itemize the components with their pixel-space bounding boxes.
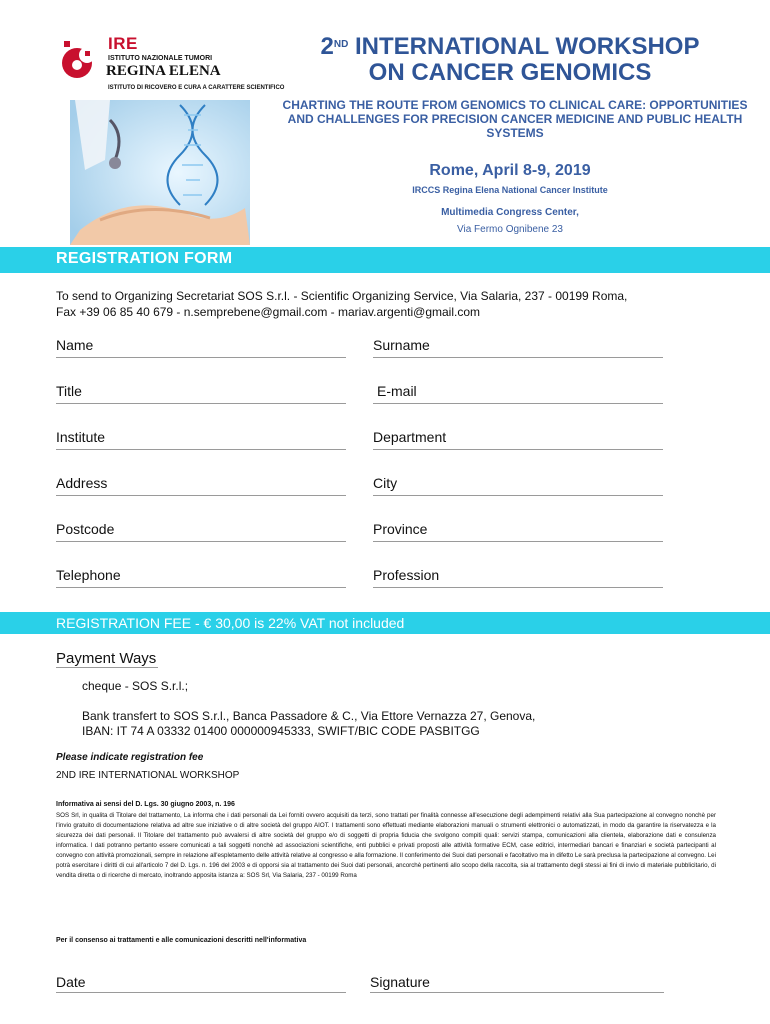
logo-acronym: IRE — [108, 34, 138, 53]
registration-form-bar — [0, 247, 770, 273]
send-line-1: To send to Organizing Secretariat SOS S.r.l. - Scientific Organizing Service, Via Salaria, 237 - 00199 Roma, — [56, 289, 628, 303]
name-field[interactable] — [56, 337, 346, 358]
event-title — [268, 34, 752, 86]
profession-field[interactable] — [373, 567, 663, 588]
dna-hand-image — [70, 100, 250, 245]
registration-fee-bar — [0, 612, 770, 634]
send-line-2: Fax +39 06 85 40 679 - n.semprebene@gmail.com - mariav.argenti@gmail.com — [56, 305, 481, 319]
signature-label: Signature — [370, 974, 430, 990]
logo-name: REGINA ELENA — [106, 63, 221, 79]
city-label: City — [373, 475, 398, 491]
postcode-label: Postcode — [56, 521, 115, 537]
city-field[interactable] — [373, 475, 663, 496]
institute-field[interactable] — [56, 429, 346, 450]
workshop-name: 2ND IRE INTERNATIONAL WORKSHOP — [56, 770, 240, 781]
consent-statement: Per il consenso ai trattamenti e alle comunicazioni descritti nell'informativa — [56, 937, 307, 944]
department-label: Department — [373, 429, 447, 445]
province-label: Province — [373, 521, 428, 537]
department-field[interactable] — [373, 429, 663, 450]
registration-fee-text: REGISTRATION FEE - € 30,00 is 22% VAT not included — [56, 615, 405, 631]
event-title-line1: INTERNATIONAL WORKSHOP — [355, 33, 700, 60]
payment-ways-title: Payment Ways — [56, 650, 157, 667]
payment-cheque: cheque - SOS S.r.l.; — [82, 679, 189, 693]
privacy-body: SOS Srl, in qualita di Titolare del trattamento, La informa che i dati personali da Lei forniti ovvero acquisiti da terzi, sono trattati per finalità connesse all'esecuzione degli adempimenti relativi alla Sua partecipazione al convegno nonchè per l'invio gratuito di documentazione relativa ad altre sue iniziative o di altre società del gruppo AIOT. I trattamenti sono effettuati mediante elaborazioni manuali o strumenti elettronici o automatizzati, in modo da garantire la riservatezza e la sicurezza dei dati personali. Il Titolare del trattamento può avvalersi di altre società del gruppo e/o di soggetti di propria fiducia che svolgono compiti quali: servizi stampa, comunicazioni alla clientela, elaborazione dati e consulenza informatica. I dati potranno pertanto essere comunicati a tali soggetti nonchè ad associazioni scientifiche, enti pubblici e privati proposti alle attività formative ECM, case editrici, intermediari bancari e finanziari e società partecipanti al convegno con attività promozionali, sempre in relazione all'espletamento delle attività relative al congresso e alla formazione. Il conferimento dei Suoi dati personali e facoltativo ma in difetto Le sarà preclusa la partecipazione al convegno. Lei potrà esercitare i diritti di cui all'articolo 7 del D. Lgs. n. 196 del 2003 e di opporsi sia al trattamento dei Suoi dati personali, ancorchè pertinenti allo scopo della raccolta, sia al trattamento degli stessi ai fini di invio di materiale pubblicitario, di vendita diretta o di ricerche di mercato, inoltrando apposita istanza a: SOS Srl, Via Salaria, 237 - 00199 Roma — [56, 812, 716, 879]
event-institute: IRCCS Regina Elena National Cancer Institute — [412, 185, 608, 195]
date-field[interactable] — [56, 974, 346, 993]
event-ordinal-suffix: ND — [333, 39, 349, 50]
payment-bank-line-2: IBAN: IT 74 A 03332 01400 000000945333, SWIFT/BIC CODE PASBITGG — [82, 724, 480, 738]
surname-label: Surname — [373, 337, 430, 353]
profession-label: Profession — [373, 567, 440, 583]
logo-institute: ISTITUTO NAZIONALE TUMORI — [108, 55, 213, 62]
payment-bank-line-1: Bank transfert to SOS S.r.l., Banca Passadore & C., Via Ettore Vernazza 27, Genova, — [82, 709, 536, 723]
email-label: E-mail — [377, 383, 417, 399]
title-label: Title — [56, 383, 82, 399]
date-label: Date — [56, 974, 86, 990]
email-field[interactable] — [373, 383, 663, 404]
privacy-title: Informativa ai sensi del D. Lgs. 30 giugno 2003, n. 196 — [56, 801, 235, 808]
address-field[interactable] — [56, 475, 346, 496]
signature-field[interactable] — [370, 974, 664, 993]
telephone-field[interactable] — [56, 567, 346, 588]
ire-logo-mark — [57, 37, 103, 83]
event-ordinal: 2 — [320, 33, 334, 60]
event-date: Rome, April 8-9, 2019 — [429, 162, 591, 179]
telephone-label: Telephone — [56, 567, 121, 583]
institute-label: Institute — [56, 429, 106, 445]
indicate-fee-note: Please indicate registration fee — [56, 752, 204, 763]
name-label: Name — [56, 337, 94, 353]
event-street: Via Fermo Ognibene 23 — [457, 224, 563, 235]
registration-form-heading: REGISTRATION FORM — [56, 250, 233, 267]
postcode-field[interactable] — [56, 521, 346, 542]
send-instructions — [56, 288, 736, 320]
event-title-line2: ON CANCER GENOMICS — [368, 59, 652, 86]
title-field[interactable] — [56, 383, 346, 404]
address-label: Address — [56, 475, 108, 491]
event-venue: Multimedia Congress Center, — [441, 207, 579, 218]
event-subtitle: CHARTING THE ROUTE FROM GENOMICS TO CLINICAL CARE: OPPORTUNITIES AND CHALLENGES FOR PRECISION CANCER MEDICINE AND PUBLIC HEALTH SYSTEMS — [282, 98, 748, 140]
logo-subtitle: ISTITUTO DI RICOVERO E CURA A CARATTERE SCIENTIFICO — [108, 85, 285, 91]
province-field[interactable] — [373, 521, 663, 542]
surname-field[interactable] — [373, 337, 663, 358]
